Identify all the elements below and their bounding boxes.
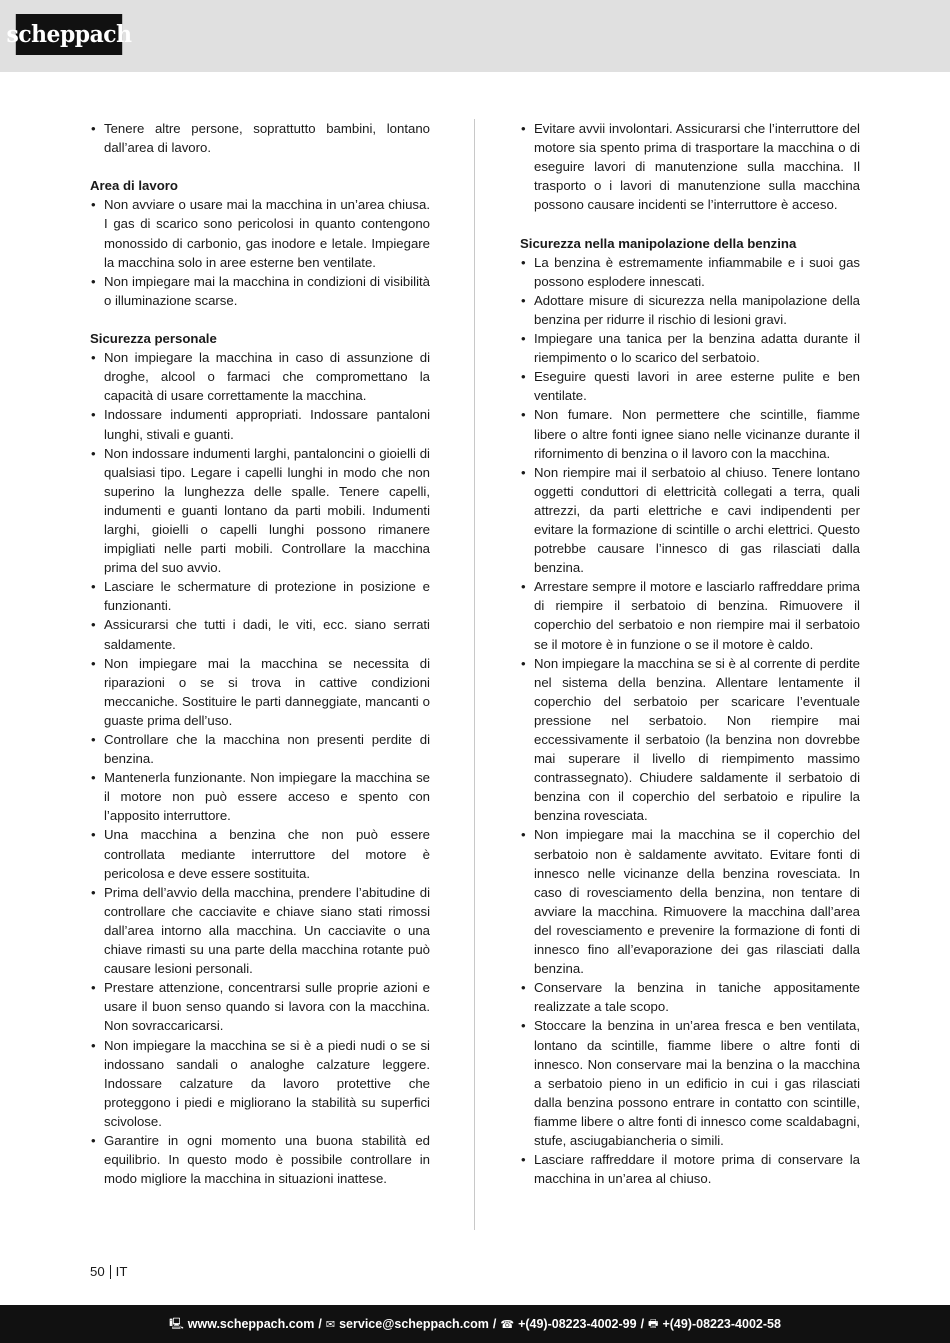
section-heading-fuel-safety: Sicurezza nella manipolazione della benzina [520, 235, 797, 251]
phone-icon: ☎ [500, 1317, 515, 1331]
separator: / [318, 1317, 322, 1331]
separator: / [640, 1317, 645, 1331]
list-item: • Non impiegare mai la macchina se necessita di riparazioni o se si trova in cattive condizioni meccaniche. Sostituire le parti danneggiate, mancanti o guaste prima dell’uso. [90, 654, 430, 730]
list-item: • Non avviare o usare mai la macchina in un’area chiusa. I gas di scarico sono pericolosi in quanto contengono monossido di carbonio, gas inodore e letale. Impiegare la macchina solo in aree esterne ben ventilate. [90, 195, 430, 271]
phone-number: +(49)-08223-4002-99 [518, 1317, 637, 1331]
list-item: • Mantenerla funzionante. Non impiegare la macchina se il motore non può essere acceso e spento con l’apposito interruttore. [90, 768, 430, 825]
list-item: • Non impiegare mai la macchina in condizioni di visibilità o illuminazione scarse. [90, 272, 430, 310]
list-item: • Eseguire questi lavori in aree esterne pulite e ben ventilate. [520, 367, 860, 405]
email-link[interactable]: service@scheppach.com [339, 1317, 489, 1331]
list-item: • Lasciare raffreddare il motore prima di conservare la macchina in un’area al chiuso. [520, 1150, 860, 1188]
list-item: • Evitare avvii involontari. Assicurarsi che l’interruttore del motore sia spento prima di trasportare la macchina o di eseguire lavori di manutenzione sulla macchina. Il trasporto o i lavori di manutenzione sulla macchina possono causare incidenti se l’interruttore è acceso. [520, 119, 860, 214]
list-item: • Non impiegare la macchina se si è a piedi nudi o se si indossano sandali o analoghe calzature leggere. Indossare calzature da lavoro protettive che proteggono i piedi e migliorano la stabilità su superfici scivolose. [90, 1036, 430, 1131]
list-item: • Una macchina a benzina che non può essere controllata mediante interruttore del motore è pericolosa e deve essere sostituita. [90, 825, 430, 882]
list-item: • Prestare attenzione, concentrarsi sulle proprie azioni e usare il buon senso quando si lavora con la macchina. Non sovraccaricarsi. [90, 978, 430, 1035]
mail-icon: ✉ [325, 1317, 336, 1331]
page-number-label [90, 1264, 127, 1279]
personal-safety-list [90, 348, 430, 1188]
list-item: • Controllare che la macchina non presenti perdite di benzina. [90, 730, 430, 768]
language-code: IT [115, 1264, 128, 1279]
page-number: 50 [90, 1264, 105, 1279]
list-item: • Stoccare la benzina in un’area fresca e ben ventilata, lontano da scintille, fiamme libere o altre fonti di innesco. Non conservare mai la benzina o la macchina a serbatoio pieno in un edificio in cui i gas rilasciati dalla benzina possono entrare in contatto con scintille, fiamme libere o altre fonti di innesco come scaldabagni, stufe, asciugabiancheria o simili. [520, 1016, 860, 1150]
list-item: • Non impiegare la macchina in caso di assunzione di droghe, alcool o farmaci che compromettano la capacità di usare correttamente la macchina. [90, 348, 430, 405]
list-item: • Non fumare. Non permettere che scintille, fiamme libere o altre fonti ignee siano nelle vicinanze durante il rifornimento di benzina o il lavoro con la macchina. [520, 405, 860, 462]
list-item: • Indossare indumenti appropriati. Indossare pantaloni lunghi, stivali e guanti. [90, 405, 430, 443]
list-item: • Lasciare le schermature di protezione in posizione e funzionanti. [90, 577, 430, 615]
fuel-safety-list [520, 253, 860, 1189]
list-item: • Conservare la benzina in taniche appositamente realizzate a tale scopo. [520, 978, 860, 1016]
section-heading-personal-safety: Sicurezza personale [90, 331, 217, 347]
contact-bar [0, 1305, 950, 1343]
right-column [520, 119, 860, 1188]
list-item: • Prima dell’avvio della macchina, prendere l’abitudine di controllare che cacciavite e chiave siano stati rimossi dall’area intorno alla macchina. Un cacciavite o una chiave rimasti su una parte della macchina rotante può causare lesioni personali. [90, 883, 430, 978]
brand-logo: scheppach [16, 14, 122, 55]
list-item: • Non impiegare mai la macchina se il coperchio del serbatoio non è saldamente avvitato. Evitare fonti di innesco nelle vicinanze della benzina rovesciata. In caso di rovesciamento della benzina, non tentare di avviare la macchina. Rimuovere la macchina dall’area del rovesciamento e prevenire la formazione di fonti di innesco fino all’evaporazione dei gas rilasciati dalla benzina. [520, 825, 860, 978]
list-item: • La benzina è estremamente infiammabile e i suoi gas possono esplodere innescati. [520, 253, 860, 291]
list-item: • Non riempire mai il serbatoio al chiuso. Tenere lontano oggetti conduttori di elettricità collegati a terra, quali attrezzi, da parti elettriche e cavi indipendenti per evitare la formazione di scintille o archi elettrici. Questo potrebbe causare l’innesco di gas rilasciati dalla benzina. [520, 463, 860, 578]
list-item: • Adottare misure di sicurezza nella manipolazione della benzina per ridurre il rischio di lesioni gravi. [520, 291, 860, 329]
intro-list [520, 119, 860, 214]
separator: / [492, 1317, 497, 1331]
section-heading-work-area: Area di lavoro [90, 178, 178, 194]
list-item: • Impiegare una tanica per la benzina adatta durante il riempimento o lo scarico del serbatoio. [520, 329, 860, 367]
page-header [0, 0, 950, 72]
list-item: • Non indossare indumenti larghi, pantaloncini o gioielli di qualsiasi tipo. Legare i capelli lunghi in modo che non superino la lunghezza delle spalle. Tenere capelli, indumenti e guanti lontano da parti mobili. Indumenti larghi, gioielli o capelli lunghi possono rimanere impigliati nelle parti mobili. Controllare la macchina prima del suo avvio. [90, 444, 430, 578]
work-area-list [90, 195, 430, 310]
intro-list [90, 119, 430, 157]
page-separator [110, 1265, 111, 1279]
fax-icon: 🖶 [648, 1316, 659, 1330]
website-link[interactable]: www.scheppach.com [187, 1317, 315, 1331]
computer-icon: 🖳 [169, 1316, 184, 1330]
list-item: • Garantire in ogni momento una buona stabilità ed equilibrio. In questo modo è possibile controllare in modo migliore la macchina in situazioni inattese. [90, 1131, 430, 1188]
list-item: • Non impiegare la macchina se si è al corrente di perdite nel sistema della benzina. Allentare lentamente il coperchio del serbatoio per scaricare l’eventuale pressione nel serbatoio. Non riempire mai eccessivamente il serbatoio (la benzina non dovrebbe mai superare il livello di riempimento massimo contrassegnato). Chiudere saldamente il serbatoio di benzina con il coperchio del serbatoio e ripulire la benzina rovesciata. [520, 654, 860, 826]
column-divider [474, 119, 475, 1230]
left-column [90, 119, 430, 1188]
list-item: • Arrestare sempre il motore e lasciarlo raffreddare prima di riempire il serbatoio di benzina. Rimuovere il coperchio del serbatoio e non riempire mai il serbatoio se il motore è in funzione o se il motore è caldo. [520, 577, 860, 653]
list-item: • Tenere altre persone, soprattutto bambini, lontano dall’area di lavoro. [90, 119, 430, 157]
fax-number: +(49)-08223-4002-58 [662, 1317, 781, 1331]
list-item: • Assicurarsi che tutti i dadi, le viti, ecc. siano serrati saldamente. [90, 615, 430, 653]
